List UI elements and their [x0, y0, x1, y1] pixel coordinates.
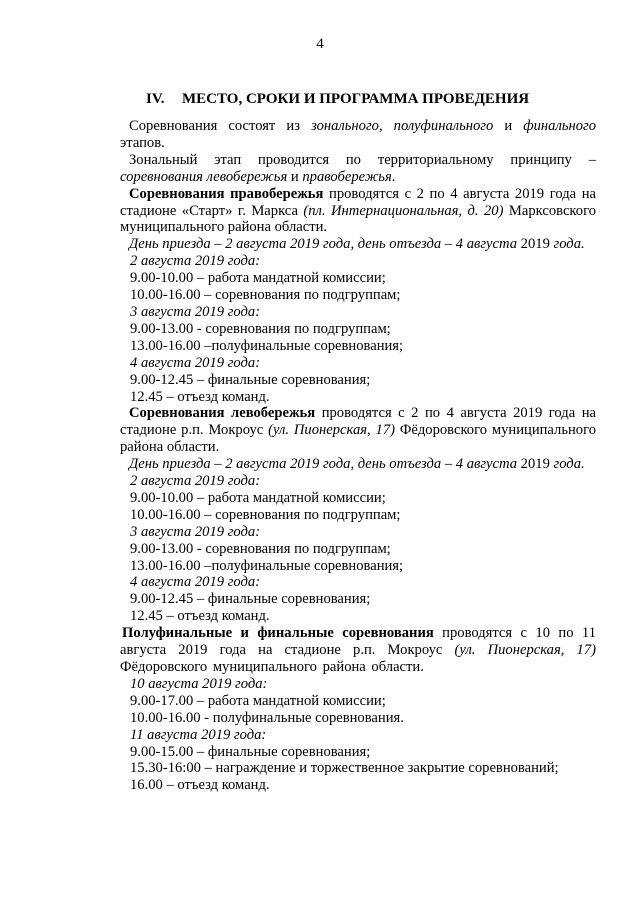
schedule-item: 9.00-15.00 – финальные соревнования; [130, 743, 371, 760]
page-number: 4 [316, 36, 324, 52]
intro-text: Соревнования состоят из [129, 118, 312, 134]
right-bank-paragraph [120, 186, 596, 237]
section-number: IV. [146, 91, 165, 107]
finals-paragraph [120, 625, 596, 676]
right-bank-schedule [120, 253, 596, 405]
arrival-text: года. [549, 236, 585, 253]
right-bank-address: (пл. Интернациональная, д. 20) [303, 202, 504, 219]
schedule-day: 4 августа 2019 года: [130, 574, 261, 591]
schedule-day: 3 августа 2019 года: [130, 523, 261, 540]
schedule-item: 9.00-17.00 – работа мандатной комиссии; [130, 692, 386, 709]
left-bank-address: (ул. Пионерская, 17) [268, 422, 395, 439]
schedule-item: 13.00-16.00 –полуфинальные соревнования; [130, 557, 404, 574]
intro-zonal: зонального [311, 118, 379, 134]
arrival-year: 2019 [520, 236, 550, 253]
intro-text: и [493, 118, 524, 134]
schedule-item: 16.00 – отъезд команд. [130, 777, 270, 794]
schedule-item: 15.30-16:00 – награждение и торжественное закрытие соревнований; [130, 760, 559, 777]
finals-title: Полуфинальные и финальные соревнования [122, 625, 434, 642]
arrival-text: День приезда – 2 августа 2019 года, день отъезда – 4 августа [129, 456, 521, 473]
schedule-day: 2 августа 2019 года: [130, 253, 261, 270]
right-bank-arrival [120, 236, 596, 253]
document-body [120, 118, 596, 794]
schedule-item: 12.45 – отъезд команд. [130, 608, 270, 625]
zonal-text: . [391, 168, 396, 185]
zonal-text: и [287, 168, 303, 185]
right-bank-text: проводятся с 2 по 4 августа 2019 года на стадионе «Старт» г. Маркса [120, 185, 596, 219]
schedule-day: 2 августа 2019 года: [130, 473, 261, 490]
schedule-day: 10 августа 2019 года: [130, 675, 268, 692]
intro-paragraph [120, 118, 596, 152]
zonal-text: Зональный этап проводится по территориальному принципу – [129, 151, 596, 168]
left-bank-paragraph [120, 405, 596, 456]
schedule-item: 9.00-13.00 - соревнования по подгруппам; [130, 540, 391, 557]
right-bank-text: Марксовского муниципального района области. [120, 202, 596, 236]
schedule-item: 9.00-12.45 – финальные соревнования; [130, 591, 371, 608]
arrival-text: День приезда – 2 августа 2019 года, день отъезда – 4 августа [129, 236, 521, 253]
schedule-item: 9.00-10.00 – работа мандатной комиссии; [130, 270, 386, 287]
schedule-item: 9.00-10.00 – работа мандатной комиссии; [130, 489, 386, 506]
schedule-item: 10.00-16.00 – соревнования по подгруппам; [130, 287, 401, 304]
finals-text: Фёдоровского муниципального района области. [120, 659, 424, 675]
zonal-paragraph [120, 152, 596, 186]
schedule-item: 10.00-16.00 - полуфинальные соревнования. [130, 709, 404, 726]
schedule-day: 3 августа 2019 года: [130, 303, 261, 320]
schedule-item: 12.45 – отъезд команд. [130, 388, 270, 405]
arrival-text: года. [549, 456, 585, 473]
left-bank-title: Соревнования левобережья [129, 405, 316, 422]
finals-address: (ул. Пионерская, 17) [454, 642, 596, 659]
left-bank-text: проводятся с 2 по 4 августа 2019 года на стадионе р.п. Мокроус [120, 405, 596, 439]
intro-semifinal: полуфинального [393, 118, 494, 134]
right-bank-title: Соревнования правобережья [129, 185, 324, 202]
arrival-year: 2019 [520, 456, 550, 473]
intro-final: финального [523, 118, 596, 134]
intro-text: этапов. [120, 134, 165, 151]
section-title: МЕСТО, СРОКИ И ПРОГРАММА ПРОВЕДЕНИЯ [182, 91, 530, 107]
section-heading [146, 91, 576, 108]
intro-text: , [378, 118, 394, 134]
left-bank-text: Фёдоровского муниципального района области. [120, 422, 597, 456]
zonal-right-bank: правобережья [302, 168, 392, 185]
schedule-item: 9.00-12.45 – финальные соревнования; [130, 371, 371, 388]
schedule-item: 13.00-16.00 –полуфинальные соревнования; [130, 337, 404, 354]
zonal-left-bank: соревнования левобережья [120, 168, 288, 185]
left-bank-arrival [120, 456, 596, 473]
schedule-day: 11 августа 2019 года: [130, 726, 267, 743]
schedule-item: 10.00-16.00 – соревнования по подгруппам; [130, 506, 401, 523]
finals-schedule [120, 676, 596, 794]
schedule-day: 4 августа 2019 года: [130, 354, 261, 371]
finals-text: проводятся с 10 по 11 августа 2019 года на стадионе р.п. Мокроус [120, 625, 596, 659]
schedule-item: 9.00-13.00 - соревнования по подгруппам; [130, 320, 391, 337]
left-bank-schedule [120, 473, 596, 625]
